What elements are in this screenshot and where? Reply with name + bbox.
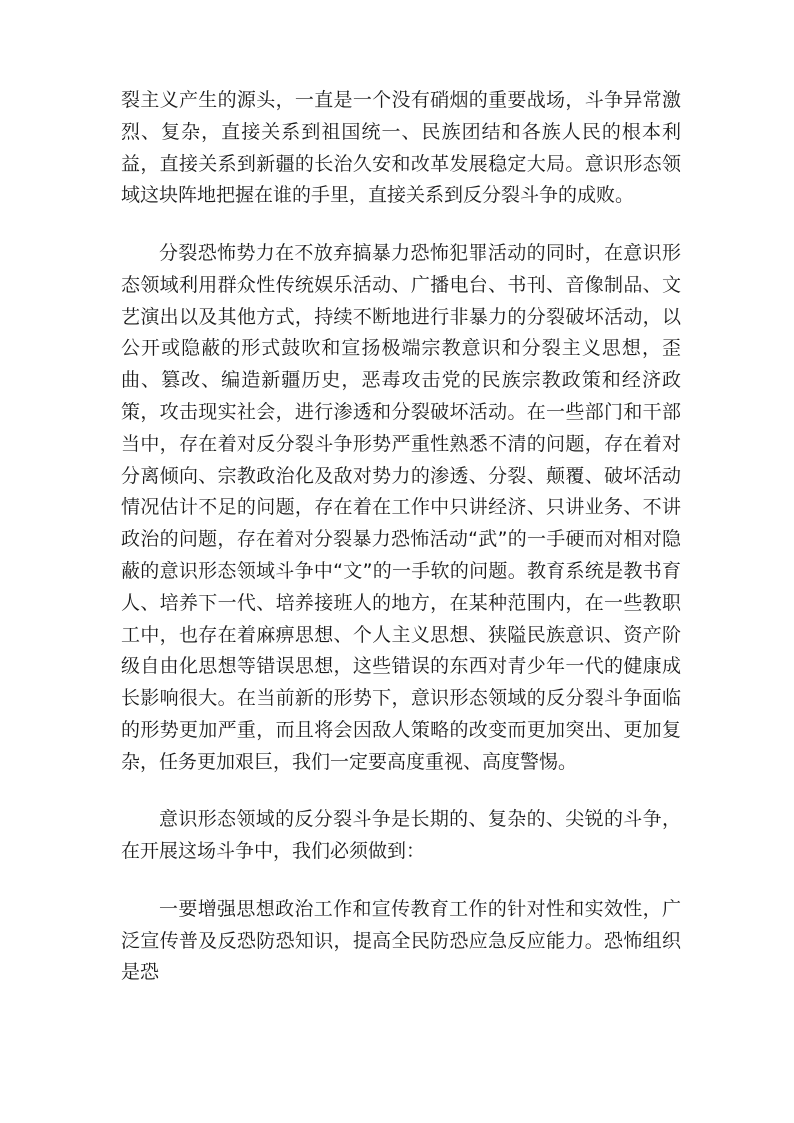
paragraph-2: 分裂恐怖势力在不放弃搞暴力恐怖犯罪活动的同时，在意识形态领域利用群众性传统娱乐活动、广播电台、书刊、音像制品、文艺演出以及其他方式，持续不断地进行非暴力的分裂破坏活动，以公开或隐蔽的形式鼓吹和宣扬极端宗教意识和分裂主义思想，歪曲、篡改、编造新疆历史，恶毒攻击党的民族宗教政策和经济政策，攻击现实社会，进行渗透和分裂破坏活动。在一些部门和干部当中，存在着对反分裂斗争形势严重性熟悉不清的问题，存在着对分离倾向、宗教政治化及敌对势力的渗透、分裂、颠覆、破坏活动情况估计不足的问题，存在着在工作中只讲经济、只讲业务、不讲政治的问题，存在着对分裂暴力恐怖活动“武”的一手硬而对相对隐蔽的意识形态领域斗争中“文”的一手软的问题。教育系统是教书育人、培养下一代、培养接班人的地方，在某种范围内，在一些教职工中，也存在着麻痹思想、个人主义思想、狭隘民族意识、资产阶级自由化思想等错误思想，这些错误的东西对青少年一代的健康成长影响很大。在当前新的形势下，意识形态领域的反分裂斗争面临的形势更加严重，而且将会因敌人策略的改变而更加突出、更加复杂，任务更加艰巨，我们一定要高度重视、高度警惕。	[121, 241, 681, 773]
document-body	[121, 85, 681, 1015]
paragraph-1: 裂主义产生的源头，一直是一个没有硝烟的重要战场，斗争异常激烈、复杂，直接关系到祖国统一、民族团结和各族人民的根本利益，直接关系到新疆的长治久安和改革发展稳定大局。意识形态领域这块阵地把握在谁的手里，直接关系到反分裂斗争的成败。	[121, 89, 681, 207]
paragraph-3: 意识形态领域的反分裂斗争是长期的、复杂的、尖锐的斗争，在开展这场斗争中，我们必须做到：	[121, 808, 681, 863]
paragraph-4: 一要增强思想政治工作和宣传教育工作的针对性和实效性，广泛宣传普及反恐防恐知识，提高全民防恐应急反应能力。恐怖组织是恐	[121, 897, 681, 984]
